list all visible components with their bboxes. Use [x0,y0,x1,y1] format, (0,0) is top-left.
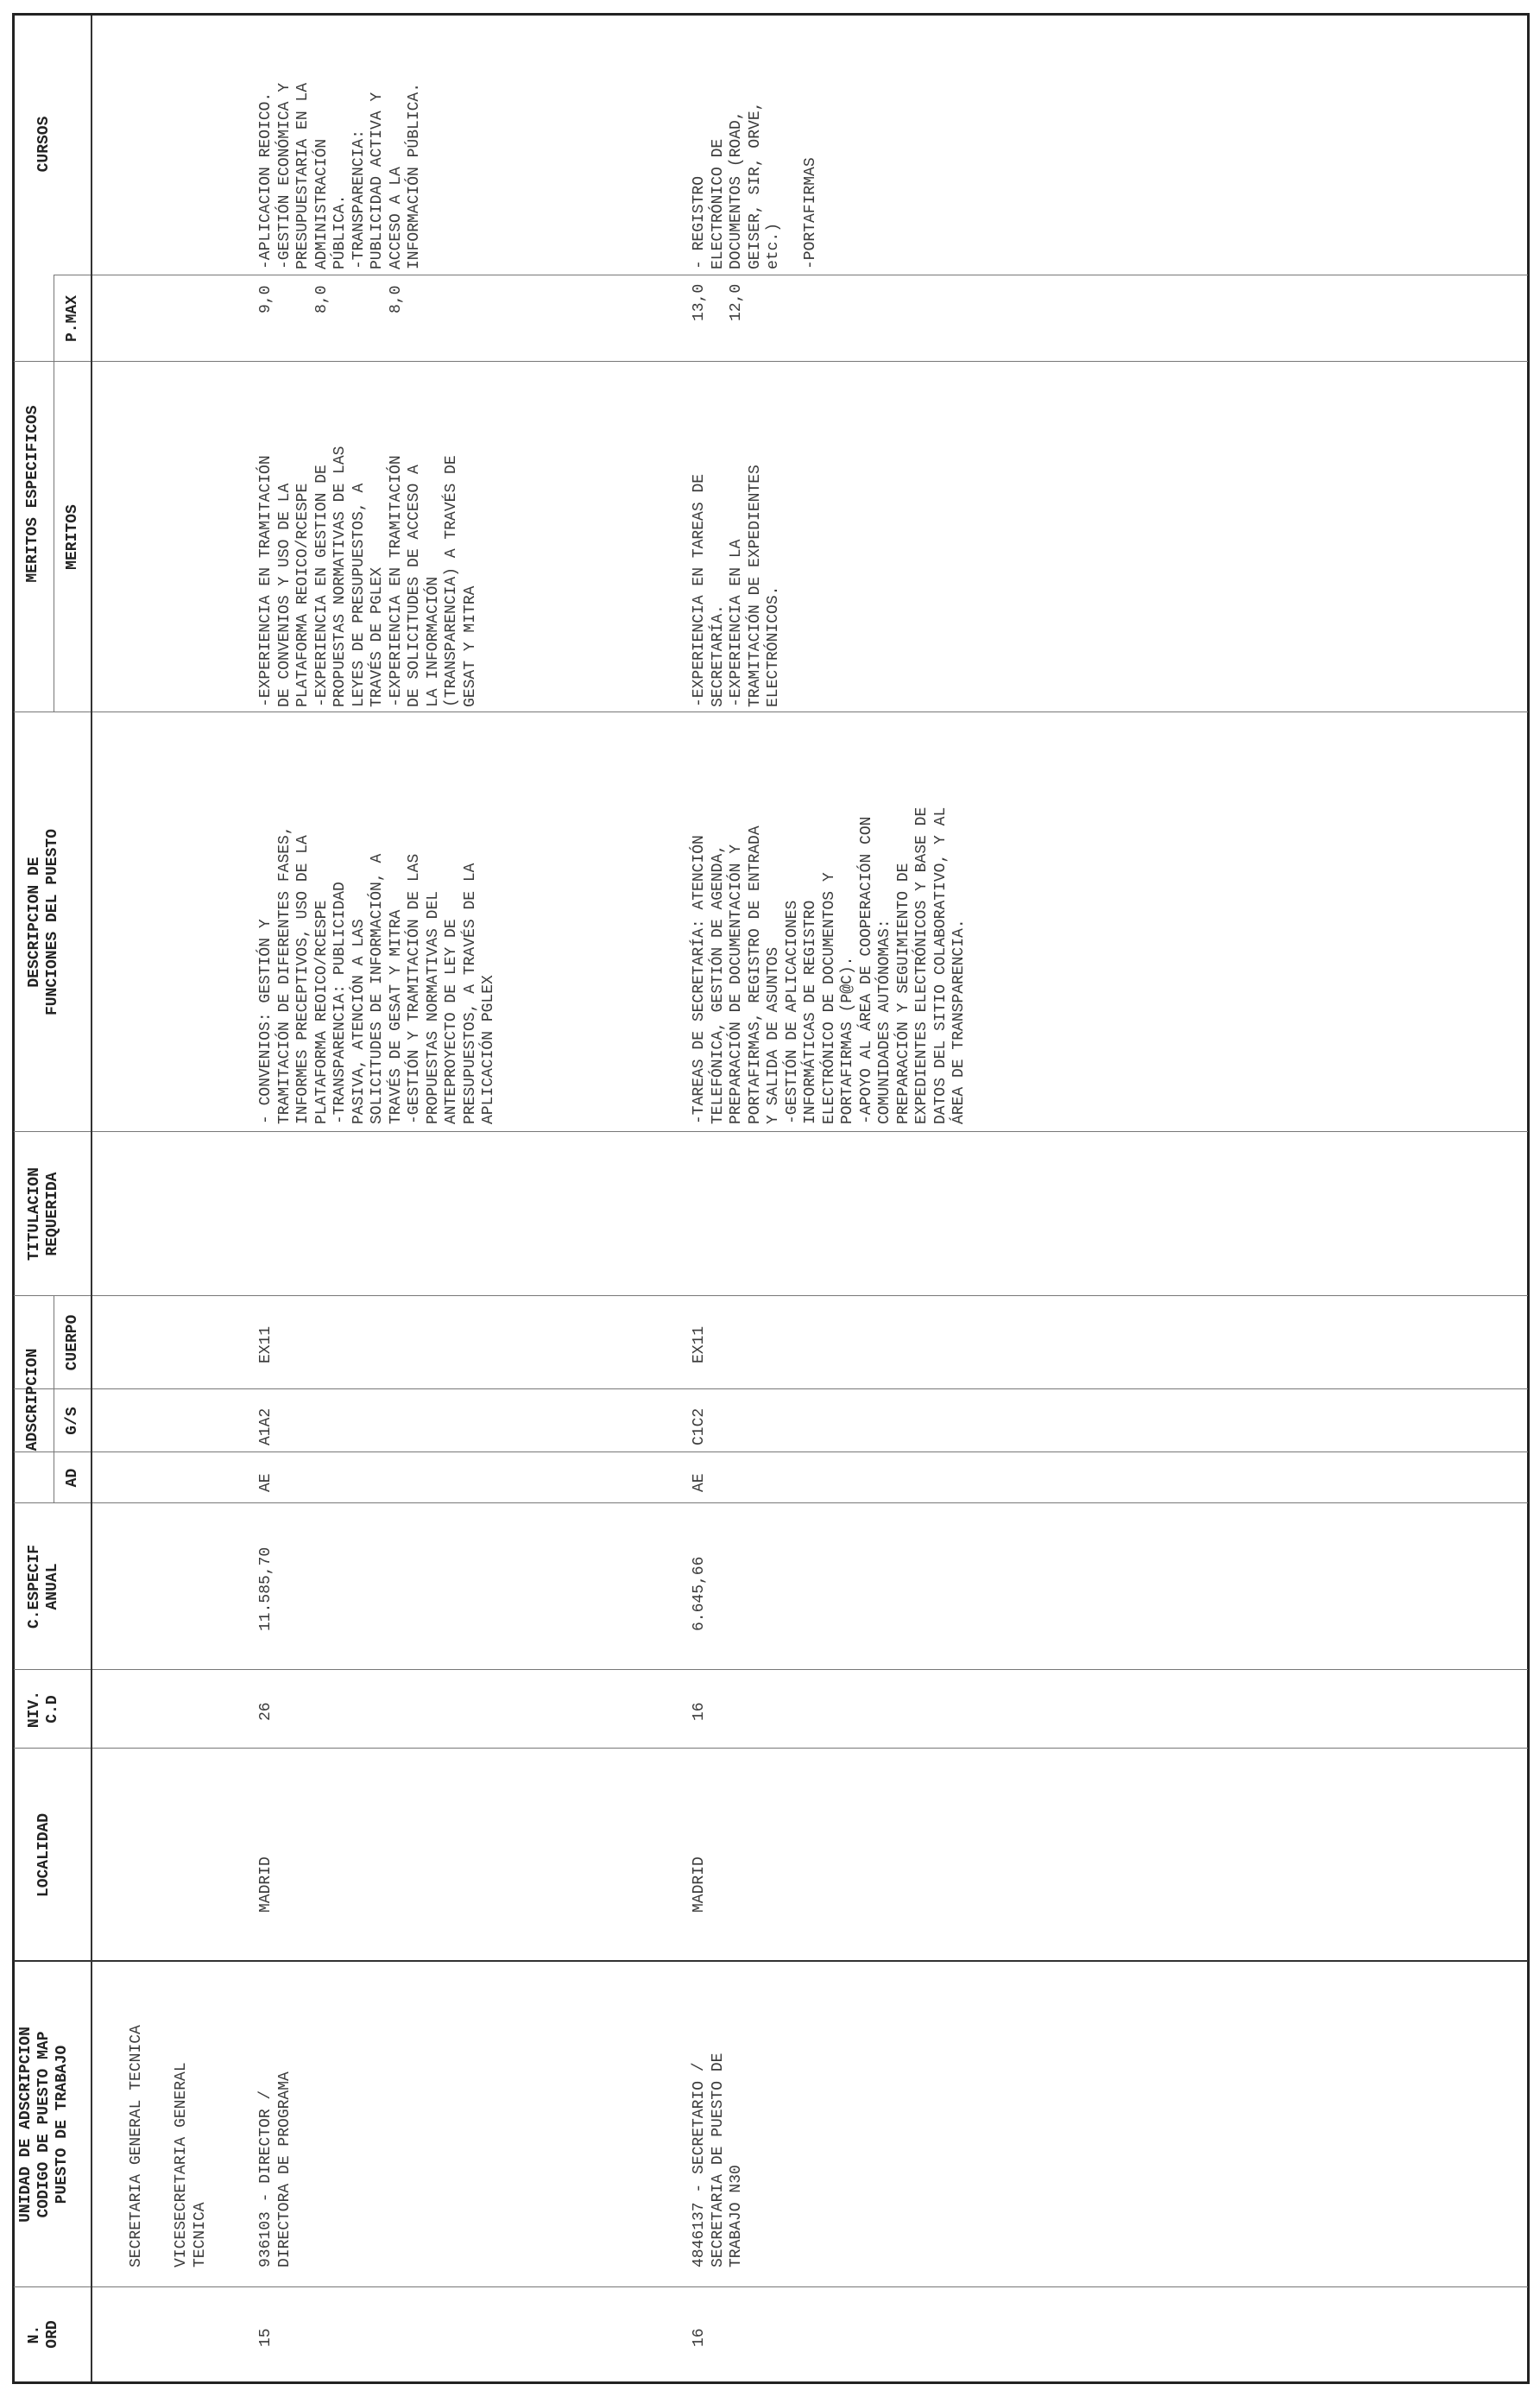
localidad-text: MADRID [257,1856,275,1913]
puesto-text: 4846137 - SECRETARIO / SECRETARIA DE PUESTO DE TRABAJO N30 [691,2052,745,2267]
header-pmax: P.MAX [64,295,81,343]
row-number: 15 [257,2328,275,2347]
unit-title: SECRETARIA GENERAL TECNICA [128,2025,145,2267]
complemento-text: 11.585,70 [257,1546,275,1631]
nivel-text: 16 [691,1702,708,1721]
header-descripcion: DESCRIPCION DE FUNCIONES DEL PUESTO [26,828,61,1016]
cursos-text: -APLICACION REOICO. -GESTIÓN ECONÓMICA Y PRESUPUESTARIA EN LA ADMINISTRACIÓN PÚBLICA. -TRANSPARENCIA: PUBLICIDAD ACTIVA Y ACCESO A LA INFORMACIÓN PÚBLICA. [257,82,423,269]
meritos-text: -EXPERIENCIA EN TAREAS DE SECRETARÍA. -EXPERIENCIA EN LA TRAMITACIÓN DE EXPEDIENTES ELECTRÓNICOS. [691,465,782,707]
column-divider [14,361,1528,362]
header-ad: AD [64,1468,81,1488]
cuerpo-text: EX11 [691,1325,708,1363]
column-divider [14,1960,1528,1962]
column-divider [14,1502,1528,1503]
header-c-especif: C.ESPECIF ANUAL [26,1544,61,1629]
header-unidad: UNIDAD DE ADSCRIPCION CODIGO DE PUESTO MAP PUESTO DE TRABAJO [17,2027,71,2223]
column-divider [14,1748,1528,1749]
cuerpo-text: EX11 [257,1325,275,1363]
localidad-text: MADRID [691,1856,708,1913]
header-meritos-especificos: MERITOS ESPECIFICOS [24,405,41,583]
column-divider [14,1669,1528,1670]
column-divider [14,1295,1528,1296]
header-gs: G/S [64,1407,81,1435]
table-frame [12,13,1530,2384]
column-divider [14,1131,1528,1132]
ad-text: AE [257,1473,275,1492]
header-adscripcion: ADSCRIPCION [24,1348,41,1451]
meritos-text: -EXPERIENCIA EN TRAMITACIÓN DE CONVENIOS Y USO DE LA PLATAFORMA REOICO/RCESPE -EXPERIENCIA EN GESTION DE PROPUESTAS NORMATIVAS DE LAS LEYES DE PRESUPUESTOS, A TRAVÉS DE PGLEX -EXPERIENCIA EN TRAMITACIÓN DE SOLICITUDES DE ACCESO A LA INFORMACIÓN (TRANSPARENCIA) A TRAVÉS DE GESAT Y MITRA [257,446,479,707]
puesto-text: 936103 - DIRECTOR / DIRECTORA DE PROGRAMA [257,2071,293,2267]
header-titulacion: TITULACION REQUERIDA [26,1167,61,1262]
subunit-title: VICESECRETARIA GENERAL TECNICA [173,2062,209,2267]
column-divider [14,1388,1528,1389]
descripcion-text: -TAREAS DE SECRETARÍA: ATENCIÓN TELEFÓNICA, GESTIÓN DE AGENDA, PREPARACIÓN DE DOCUMENTACIÓN Y PORTAFIRMAS, REGISTRO DE ENTRADA Y SALIDA DE ASUNTOS -GESTIÓN DE APLICACIONES INFORMÁTICAS DE REGISTRO ELECTRÓNICO DE DOCUMENTOS Y PORTAFIRMAS (P@C). -APOYO AL ÁREA DE COOPERACIÓN CON COMUNIDADES AUTÓNOMAS: PREPARACIÓN Y SEGUIMIENTO DE EXPEDIENTES ELECTRÓNICOS Y BASE DE DATOS DEL SITIO COLABORATIVO, Y AL ÁREA DE TRANSPARENCIA. [691,806,968,1124]
ad-text: AE [691,1473,708,1492]
header-cuerpo: CUERPO [64,1314,81,1371]
header-niv: NIV. C.D [26,1690,61,1729]
cursos-text: - REGISTRO ELECTRÓNICO DE DOCUMENTOS (ROAD, GEISER, SIR, ORVE, etc.) -PORTAFIRMAS [691,101,819,269]
descripcion-text: - CONVENIOS: GESTIÓN Y TRAMITACIÓN DE DIFERENTES FASES, INFORMES PRECEPTIVOS, USO DE LA PLATAFORMA REOICO/RCESPE -TRANSPARENCIA: PUBLICIDAD PASIVA, ATENCIÓN A LAS SOLICITUDES DE INFORMACIÓN, A TRAVÉS DE GESAT Y MITRA -GESTIÓN Y TRAMITACIÓN DE LAS PROPUESTAS NORMATIVAS DEL ANTEPROYECTO DE LEY DE PRESUPUESTOS, A TRAVÉS DE LA APLICACIÓN PGLEX [257,825,497,1124]
pmax-text: 13,0 12,0 [691,283,745,321]
header-localidad: LOCALIDAD [35,1812,53,1898]
column-divider [14,2286,1528,2287]
header-n-ord: N. ORD [26,2320,61,2349]
gs-text: A1A2 [257,1407,275,1445]
gs-text: C1C2 [691,1407,708,1445]
header-bottom-border [91,16,92,2381]
header-meritos: MERITOS [64,504,81,570]
header-cursos: CURSOS [35,116,53,173]
nivel-text: 26 [257,1702,275,1721]
column-divider [14,1451,1528,1452]
row-number: 16 [691,2328,708,2347]
pmax-text: 9,0 8,0 8,0 [257,285,405,313]
complemento-text: 6.645,66 [691,1556,708,1631]
